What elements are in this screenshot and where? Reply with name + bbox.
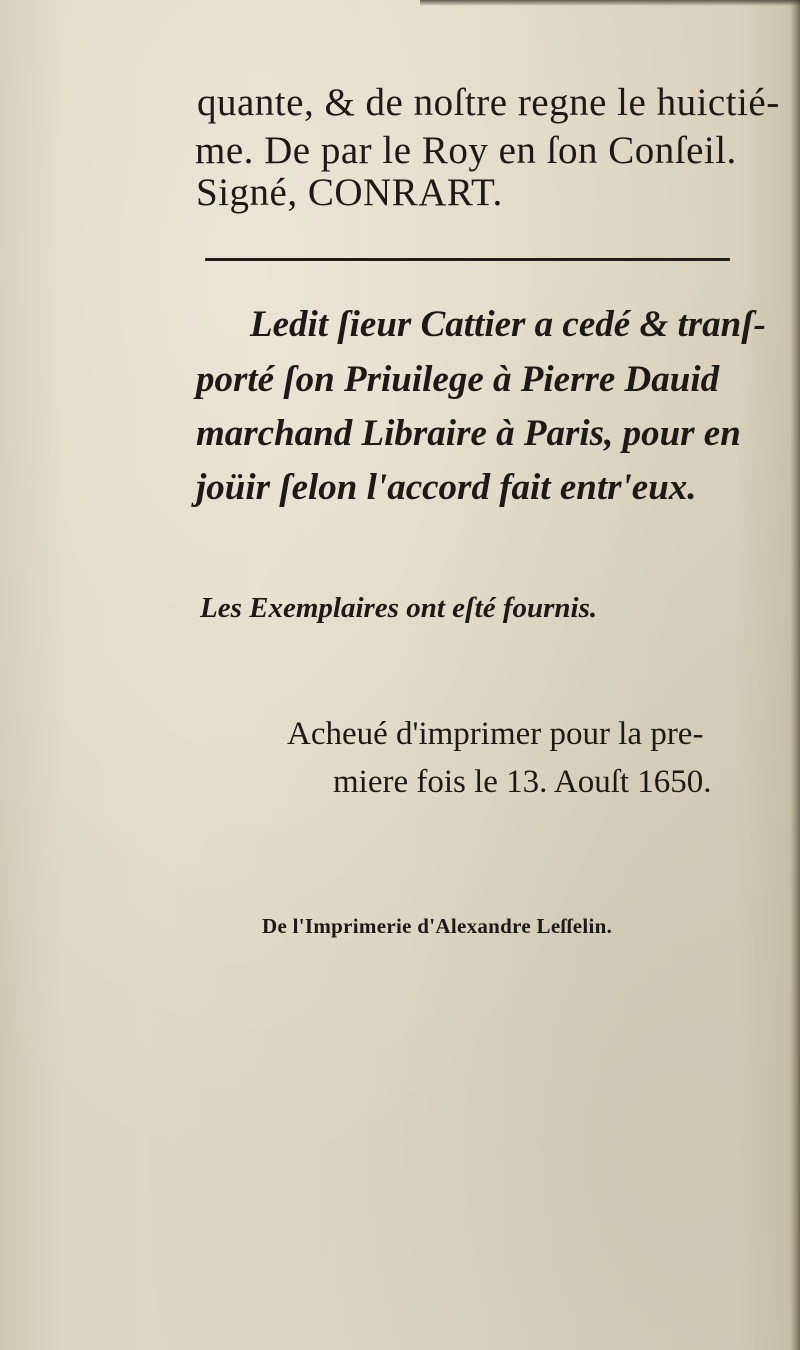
signature-line: Signé, CONRART. [196,171,503,214]
privilege-line-2: me. De par le Roy en ſon Conſeil. [195,129,737,172]
transfer-line-3: marchand Libraire à Paris, pour en [196,413,741,454]
transfer-line-2: porté ſon Priuilege à Pierre Dauid [196,359,720,400]
exemplaires-note: Les Exemplaires ont eſté fournis. [200,592,598,624]
printer-imprint: De l'Imprimerie d'Alexandre Leſſelin. [262,914,613,938]
colophon-line-2: miere fois le 13. Aouſt 1650. [333,764,712,800]
privilege-line-1: quante, & de noſtre regne le huictié- [197,81,780,124]
binding-shadow [790,0,800,1350]
horizontal-rule [205,258,730,261]
transfer-line-1: Ledit ſieur Cattier a cedé & tranſ- [250,304,766,345]
page-top-shadow [420,0,800,6]
colophon-line-1: Acheué d'imprimer pour la pre- [287,716,704,752]
transfer-line-4: joüir ſelon l'accord fait entr'eux. [196,467,697,508]
